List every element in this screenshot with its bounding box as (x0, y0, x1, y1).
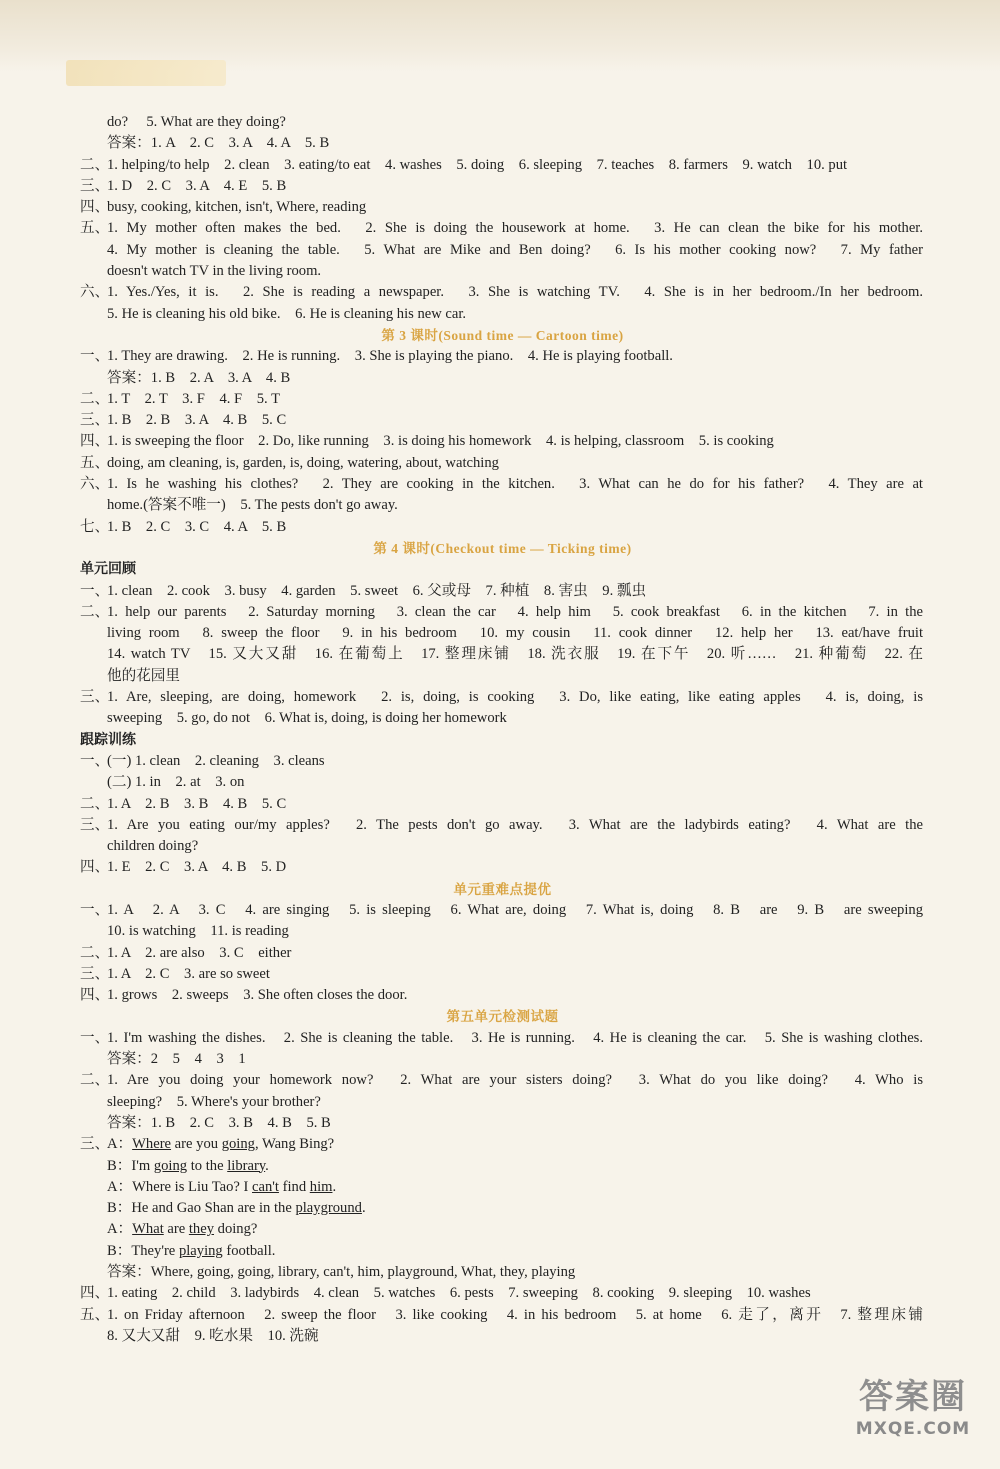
answer-line (80, 517, 925, 538)
line-text: (二) 1. in 2. at 3. on (107, 774, 245, 791)
answer-line (80, 453, 925, 474)
dialogue-text: are you (171, 1136, 222, 1153)
question-number: 二、 (80, 1072, 110, 1089)
subsection-heading (80, 730, 925, 751)
answer-line (80, 474, 925, 495)
answer-line (80, 815, 925, 836)
line-text: 1. Are, sleeping, are doing, homework 2. is, doing, is cooking 3. Do, like eating, like eating apples 4. is, doing, is (107, 689, 923, 706)
answer-line (80, 921, 925, 942)
question-number: 六、 (80, 476, 110, 493)
question-number: 四、 (80, 859, 110, 876)
answer-line (80, 240, 925, 261)
answer-line (80, 1283, 925, 1304)
line-text: 1. Yes./Yes, it is. 2. She is reading a newspaper. 3. She is watching TV. 4. She is in her bedroom./In her bedroom. (107, 284, 923, 301)
line-text: 1. grows 2. sweeps 3. She often closes the door. (107, 987, 408, 1004)
line-text: 第 4 课时(Checkout time — Ticking time) (373, 540, 632, 556)
question-number: 三、 (80, 816, 110, 833)
question-number: 二、 (80, 944, 110, 961)
answer-line (80, 687, 925, 708)
question-number: 三、 (80, 1136, 110, 1153)
answer-line (80, 794, 925, 815)
blank-answer: Where (132, 1136, 172, 1153)
answer-line (80, 772, 925, 793)
line-text: 14. watch TV 15. 又大又甜 16. 在葡萄上 17. 整理床铺 18. 洗衣服 19. 在下午 20. 听…… 21. 种葡萄 22. 在 (107, 646, 923, 663)
section-heading (80, 325, 925, 346)
answer-line (80, 581, 925, 602)
answer-line (80, 304, 925, 325)
line-text: 1. A 2. B 3. B 4. B 5. C (107, 795, 287, 812)
line-text: children doing? (107, 838, 199, 855)
line-text: sleeping? 5. Where's your brother? (107, 1093, 321, 1110)
answer-line (80, 155, 925, 176)
dialogue-line (80, 1156, 925, 1177)
line-text: 1. B 2. C 3. C 4. A 5. B (107, 518, 287, 535)
answer-line (80, 1028, 925, 1049)
line-text: 4. My mother is cleaning the table. 5. What are Mike and Ben doing? 6. Is his mother cooking now? 7. My father (107, 241, 923, 258)
answer-line (80, 368, 925, 389)
question-number: 六、 (80, 284, 110, 301)
answer-line (80, 623, 925, 644)
line-text: 8. 又大又甜 9. 吃水果 10. 洗碗 (107, 1327, 319, 1344)
section-heading (80, 1006, 925, 1027)
answer-line (80, 389, 925, 410)
dialogue-text: are (163, 1221, 189, 1238)
dialogue-text: . (265, 1157, 269, 1174)
line-text: 1. A 2. are also 3. C either (107, 944, 292, 961)
line-text: 答案：1. B 2. C 3. B 4. B 5. B (107, 1114, 331, 1131)
answer-line (80, 836, 925, 857)
answer-line (80, 133, 925, 154)
question-number: 一、 (80, 752, 110, 769)
watermark-text: 答案圈 (859, 1377, 967, 1417)
line-text: (一) 1. clean 2. cleaning 3. cleans (107, 752, 325, 769)
speaker: B： (107, 1157, 132, 1174)
line-text: busy, cooking, kitchen, isn't, Where, reading (107, 199, 367, 216)
answer-line (80, 282, 925, 303)
header-tab (66, 60, 226, 86)
answer-line (80, 218, 925, 239)
watermark-url: MXQE.COM (855, 1419, 971, 1439)
question-number: 一、 (80, 348, 110, 365)
line-text: 1. on Friday afternoon 2. sweep the floor 3. like cooking 4. in his bedroom 5. at home 6. 走了，离开 7. 整理床铺 (107, 1306, 923, 1323)
answer-line (80, 410, 925, 431)
speaker: B： (107, 1200, 132, 1217)
line-text: 1. They are drawing. 2. He is running. 3. She is playing the piano. 4. He is playing football. (107, 348, 673, 365)
answer-lines-tail (80, 1283, 925, 1347)
dialogue-text: to the (187, 1157, 228, 1174)
dialogue-text: . (361, 1200, 366, 1217)
question-number: 二、 (80, 795, 110, 812)
line-text: doing, am cleaning, is, garden, is, doing, watering, about, watching (107, 454, 499, 471)
dialogue-answer: 答案：Where, going, going, library, can't, him, playground, What, they, playing (107, 1264, 576, 1281)
line-text: 1. helping/to help 2. clean 3. eating/to eat 4. washes 5. doing 6. sleeping 7. teaches 8. farmers 9. watch 10. put (107, 156, 848, 173)
answer-line (80, 1049, 925, 1070)
answer-line (80, 857, 925, 878)
line-text: 单元重难点提优 (453, 881, 552, 897)
question-number: 五、 (80, 220, 110, 237)
line-text: living room 8. sweep the floor 9. in his bedroom 10. my cousin 11. cook dinner 12. help her 13. eat/have fruit (107, 625, 923, 642)
question-number: 四、 (80, 433, 110, 450)
question-number: 三、 (80, 965, 110, 982)
line-text: 1. Are you doing your homework now? 2. What are your sisters doing? 3. What do you like doing? 4. Who is (107, 1072, 923, 1089)
answer-line (80, 1113, 925, 1134)
dialogue-text: , Wang Bing? (254, 1136, 335, 1153)
line-text: 第 3 课时(Sound time — Cartoon time) (381, 327, 624, 343)
dialogue-block (80, 1134, 925, 1283)
line-text: 1. B 2. B 3. A 4. B 5. C (107, 412, 287, 429)
speaker: A： (107, 1221, 133, 1238)
question-number: 三、 (80, 412, 110, 429)
blank-answer: going (153, 1157, 188, 1174)
line-text: 1. T 2. T 3. F 4. F 5. T (107, 390, 281, 407)
dialogue-text: Where is Liu Tao? I (132, 1178, 253, 1195)
question-number: 三、 (80, 689, 110, 706)
line-text: 1. A 2. A 3. C 4. are singing 5. is sleeping 6. What are, doing 7. What is, doing 8. B are 9. B are sweeping (107, 901, 923, 918)
line-text: 答案：2 5 4 3 1 (107, 1051, 246, 1068)
blank-answer: library (227, 1157, 266, 1174)
question-number: 七、 (80, 518, 110, 535)
question-number: 二、 (80, 603, 110, 620)
line-text: 1. D 2. C 3. A 4. E 5. B (107, 177, 287, 194)
answer-line (80, 985, 925, 1006)
dialogue-text: He and Gao Shan are in the (131, 1200, 296, 1217)
answer-line (80, 751, 925, 772)
dialogue-line (80, 1198, 925, 1219)
dialogue-line (80, 1177, 925, 1198)
question-number: 一、 (80, 901, 110, 918)
answer-line (80, 1092, 925, 1113)
answer-line (80, 176, 925, 197)
question-number: 四、 (80, 199, 110, 216)
question-number: 二、 (80, 156, 110, 173)
line-text: 1. Are you eating our/my apples? 2. The pests don't go away. 3. What are the ladybirds eating? 4. What are the (107, 816, 923, 833)
line-text: 第五单元检测试题 (446, 1009, 559, 1025)
line-text: 他的花园里 (107, 667, 180, 684)
answer-line (80, 900, 925, 921)
blank-answer: playing (178, 1242, 223, 1259)
dialogue-line (80, 1134, 925, 1155)
line-text: sweeping 5. go, do not 6. What is, doing, is doing her homework (107, 710, 507, 727)
question-number: 三、 (80, 177, 110, 194)
question-number: 一、 (80, 1029, 110, 1046)
subsection-heading (80, 559, 925, 580)
line-text: 5. He is cleaning his old bike. 6. He is cleaning his new car. (107, 305, 467, 322)
answer-line (80, 708, 925, 729)
blank-answer: can't (252, 1178, 279, 1195)
dialogue-text: doing? (214, 1221, 258, 1238)
dialogue-text: I'm (131, 1157, 154, 1174)
blank-answer: What (132, 1221, 164, 1238)
dialogue-text: They're (131, 1242, 179, 1259)
answer-lines (80, 112, 925, 1134)
blank-answer: going (221, 1136, 255, 1153)
answer-line (80, 197, 925, 218)
answer-line (80, 1326, 925, 1347)
dialogue-text: find (278, 1178, 310, 1195)
answer-line (80, 644, 925, 665)
answer-line (80, 1305, 925, 1326)
answer-line (80, 261, 925, 282)
dialogue-text: football. (222, 1242, 276, 1259)
line-text: 答案：1. A 2. C 3. A 4. A 5. B (107, 135, 330, 152)
dialogue-line (80, 1241, 925, 1262)
answer-content (80, 112, 925, 1347)
speaker: A： (107, 1178, 133, 1195)
answer-line (80, 666, 925, 687)
speaker: B： (107, 1242, 132, 1259)
line-text: 1. E 2. C 3. A 4. B 5. D (107, 859, 287, 876)
section-heading (80, 538, 925, 559)
blank-answer: playground (295, 1200, 362, 1217)
line-text: doesn't watch TV in the living room. (107, 263, 322, 280)
question-number: 四、 (80, 987, 110, 1004)
question-number: 五、 (80, 1306, 110, 1323)
blank-answer: they (188, 1221, 215, 1238)
line-text: 跟踪训练 (80, 732, 136, 748)
answer-line (80, 1070, 925, 1091)
dialogue-text: . (332, 1178, 337, 1195)
speaker: A： (107, 1136, 133, 1153)
line-text: home.(答案不唯一) 5. The pests don't go away. (107, 497, 398, 514)
answer-line (80, 112, 925, 133)
line-text: do? 5. What are they doing? (107, 114, 286, 130)
line-text: 单元回顾 (80, 562, 136, 578)
answer-line (80, 602, 925, 623)
answer-line (80, 964, 925, 985)
question-number: 二、 (80, 390, 110, 407)
answer-line (80, 431, 925, 452)
line-text: 1. My mother often makes the bed. 2. She is doing the housework at home. 3. He can clean the bike for his mother. (107, 220, 923, 237)
line-text: 1. help our parents 2. Saturday morning 3. clean the car 4. help him 5. cook breakfast 6. in the kitchen 7. in the (107, 603, 923, 620)
line-text: 1. I'm washing the dishes. 2. She is cleaning the table. 3. He is running. 4. He is cleaning the car. 5. She is washing clothes. (107, 1029, 923, 1046)
line-text: 答案：1. B 2. A 3. A 4. B (107, 369, 291, 386)
answer-line (80, 495, 925, 516)
line-text: 1. clean 2. cook 3. busy 4. garden 5. sweet 6. 父或母 7. 种植 8. 害虫 9. 瓢虫 (107, 582, 647, 599)
line-text: 1. Is he washing his clothes? 2. They are cooking in the kitchen. 3. What can he do for his father? 4. They are at (107, 476, 923, 493)
answer-line (80, 346, 925, 367)
section-heading (80, 879, 925, 900)
line-text: 10. is watching 11. is reading (107, 923, 289, 940)
line-text: 1. A 2. C 3. are so sweet (107, 965, 270, 982)
blank-answer: him (309, 1178, 333, 1195)
dialogue-line (80, 1219, 925, 1240)
line-text: 1. eating 2. child 3. ladybirds 4. clean 5. watches 6. pests 7. sweeping 8. cooking 9. sleeping 10. washes (107, 1285, 811, 1302)
watermark-logo (848, 1375, 978, 1455)
question-number: 一、 (80, 582, 110, 599)
line-text: 1. is sweeping the floor 2. Do, like running 3. is doing his homework 4. is helping, classroom 5. is cooking (107, 433, 774, 450)
question-number: 五、 (80, 454, 110, 471)
question-number: 四、 (80, 1285, 110, 1302)
answer-line (80, 943, 925, 964)
